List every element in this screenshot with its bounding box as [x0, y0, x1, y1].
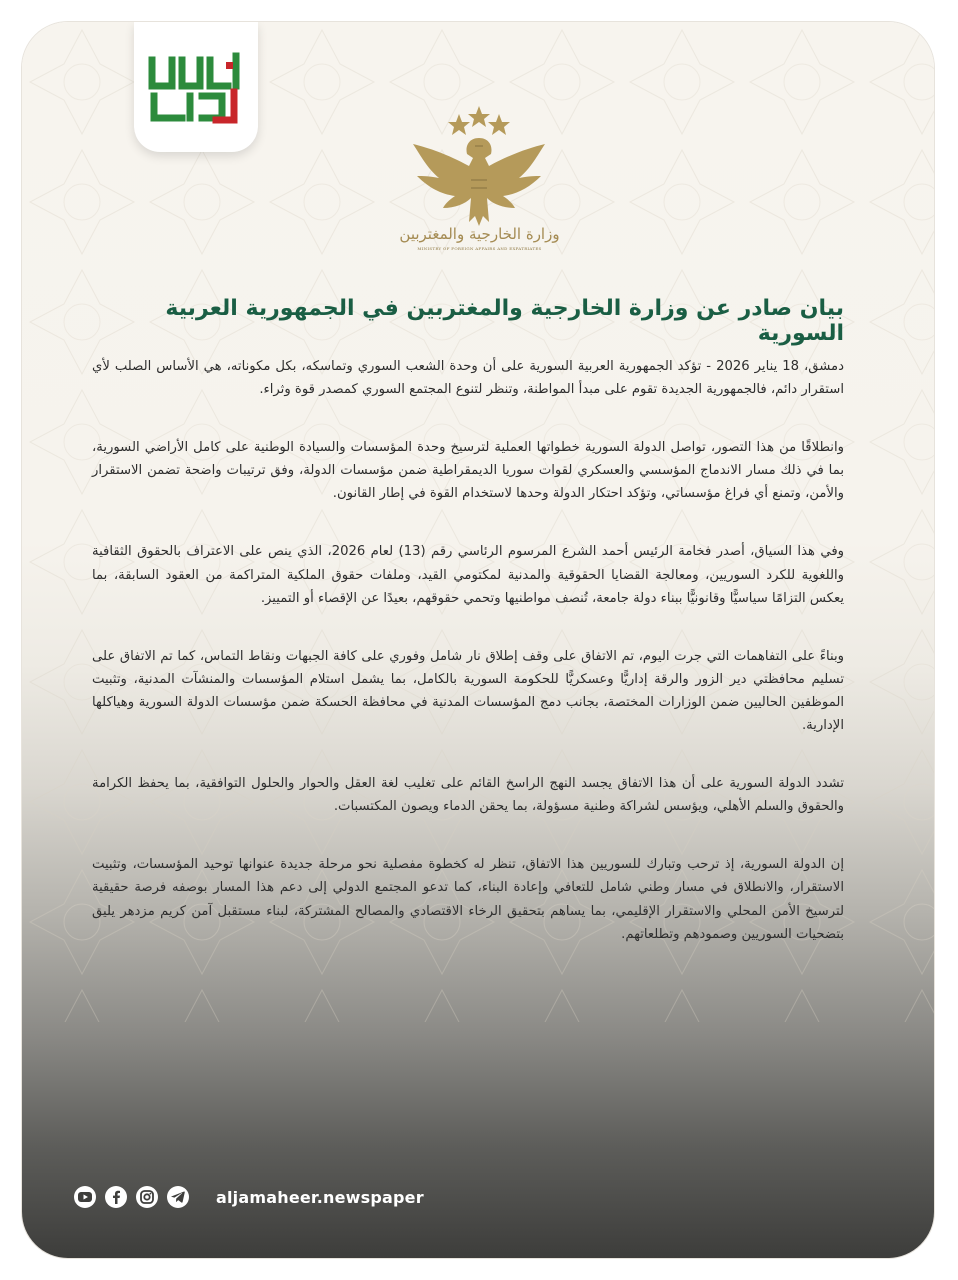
newspaper-handle[interactable]: aljamaheer.newspaper: [216, 1187, 424, 1207]
paragraph-5: تشدد الدولة السورية على أن هذا الاتفاق يجسد النهج الراسخ القائم على تغليب لغة العقل والحوار والحلول التوافقية، بما يحفظ الكرامة والحقوق والسلم الأهلي، ويؤسس لشراكة وطنية مسؤولة، بما يحقن الدماء ويصون المكتسبات.: [92, 776, 844, 815]
statement-title: بيان صادر عن وزارة الخارجية والمغتربين في الجمهورية العربية السورية: [165, 296, 844, 346]
instagram-link[interactable]: [136, 1186, 158, 1208]
paragraph-4: وبناءً على التفاهمات التي جرت اليوم، تم الاتفاق على وقف إطلاق نار شامل وفوري على كافة الجبهات ونقاط التماس، كما تم الاتفاق على تسليم محافظتي دير الزور والرقة إداريًّا وعسكريًّا للحكومة السورية بالكامل، بما يشمل استلام المؤسسات والمنشآت المدنية، وتثبيت الموظفين الحاليين ضمن الوزارات المختصة، بجانب دمج المؤسسات المدنية في محافظة الحسكة ضمن مؤسسات الدولة السورية وهياكلها الإدارية.: [92, 648, 844, 734]
facebook-link[interactable]: [105, 1186, 127, 1208]
youtube-icon: [78, 1192, 92, 1202]
paragraph-2: وانطلاقًا من هذا التصور، تواصل الدولة السورية خطواتها العملية لترسيخ وحدة المؤسسات والسيادة الوطنية على كامل الأراضي السورية، بما في ذلك مسار الاندماج المؤسسي والعسكري لقوات سوريا الديمقراطية ضمن مؤسسات الدولة، وفق ترتيبات واضحة تضمن الاستقرار والأمن، وتمنع أي فراغ مؤسساتي، وتؤكد احتكار الدولة وحدها لاستخدام القوة في إطار القانون.: [92, 440, 844, 502]
syrian-eagle-emblem-icon: [407, 96, 552, 246]
jamaheer-logo[interactable]: [134, 22, 258, 152]
ministry-name: [392, 225, 567, 251]
instagram-icon: [140, 1190, 154, 1204]
youtube-link[interactable]: [74, 1186, 96, 1208]
statement-card: [22, 22, 934, 1258]
footer: [74, 1184, 424, 1210]
statement-body: [92, 355, 844, 981]
jamaheer-logo-icon: [142, 52, 250, 124]
telegram-icon: [171, 1191, 185, 1203]
telegram-link[interactable]: [167, 1186, 189, 1208]
paragraph-6: إن الدولة السورية، إذ ترحب وتبارك للسوريين هذا الاتفاق، تنظر له كخطوة مفصلية نحو مرحلة جديدة عنوانها توحيد المؤسسات، وتثبيت الاستقرار، والانطلاق في مسار وطني شامل للتعافي وإعادة البناء، كما تدعو المجتمع الدولي إلى دعم هذا المسار بوصفه فرصة حقيقية لترسيخ الأمن المحلي والاستقرار الإقليمي، بما يساهم بتحقيق الرخاء الاقتصادي والمصالح المشتركة، لبناء مستقبل آمن كريم مزدهر يليق بتضحيات السوريين وصمودهم وتطلعاتهم.: [92, 857, 844, 942]
ministry-name-arabic: وزارة الخارجية والمغتربين: [399, 225, 560, 243]
paragraph-3: وفي هذا السياق، أصدر فخامة الرئيس أحمد الشرع المرسوم الرئاسي رقم (13) لعام 2026، الذي ينص على الاعتراف بالحقوق الثقافية واللغوية للكرد السوريين، ومعالجة القضايا الحقوقية والمدنية لمكتومي القيد، وملفات حقوق الملكية المتراكمة من العقود السابقة، بما يعكس التزامًا سياسيًّا وقانونيًّا ببناء دولة جامعة، تُنصف مواطنيها وتحمي حقوقهم، بعيدًا عن الإقصاء أو التمييز.: [92, 544, 844, 606]
paragraph-1: دمشق، 18 يناير 2026 - تؤكد الجمهورية العربية السورية على أن وحدة الشعب السوري وتماسكه، بكل مكوناته، هي الأساس الصلب لأي استقرار دائم، فالجمهورية الجديدة تقوم على مبدأ المواطنة، وتنظر لتنوع المجتمع السوري كمصدر قوة وثراء.: [92, 359, 844, 398]
facebook-icon: [111, 1190, 121, 1204]
ministry-name-english: MINISTRY OF FOREIGN AFFAIRS AND EXPATRIATES: [417, 246, 542, 251]
